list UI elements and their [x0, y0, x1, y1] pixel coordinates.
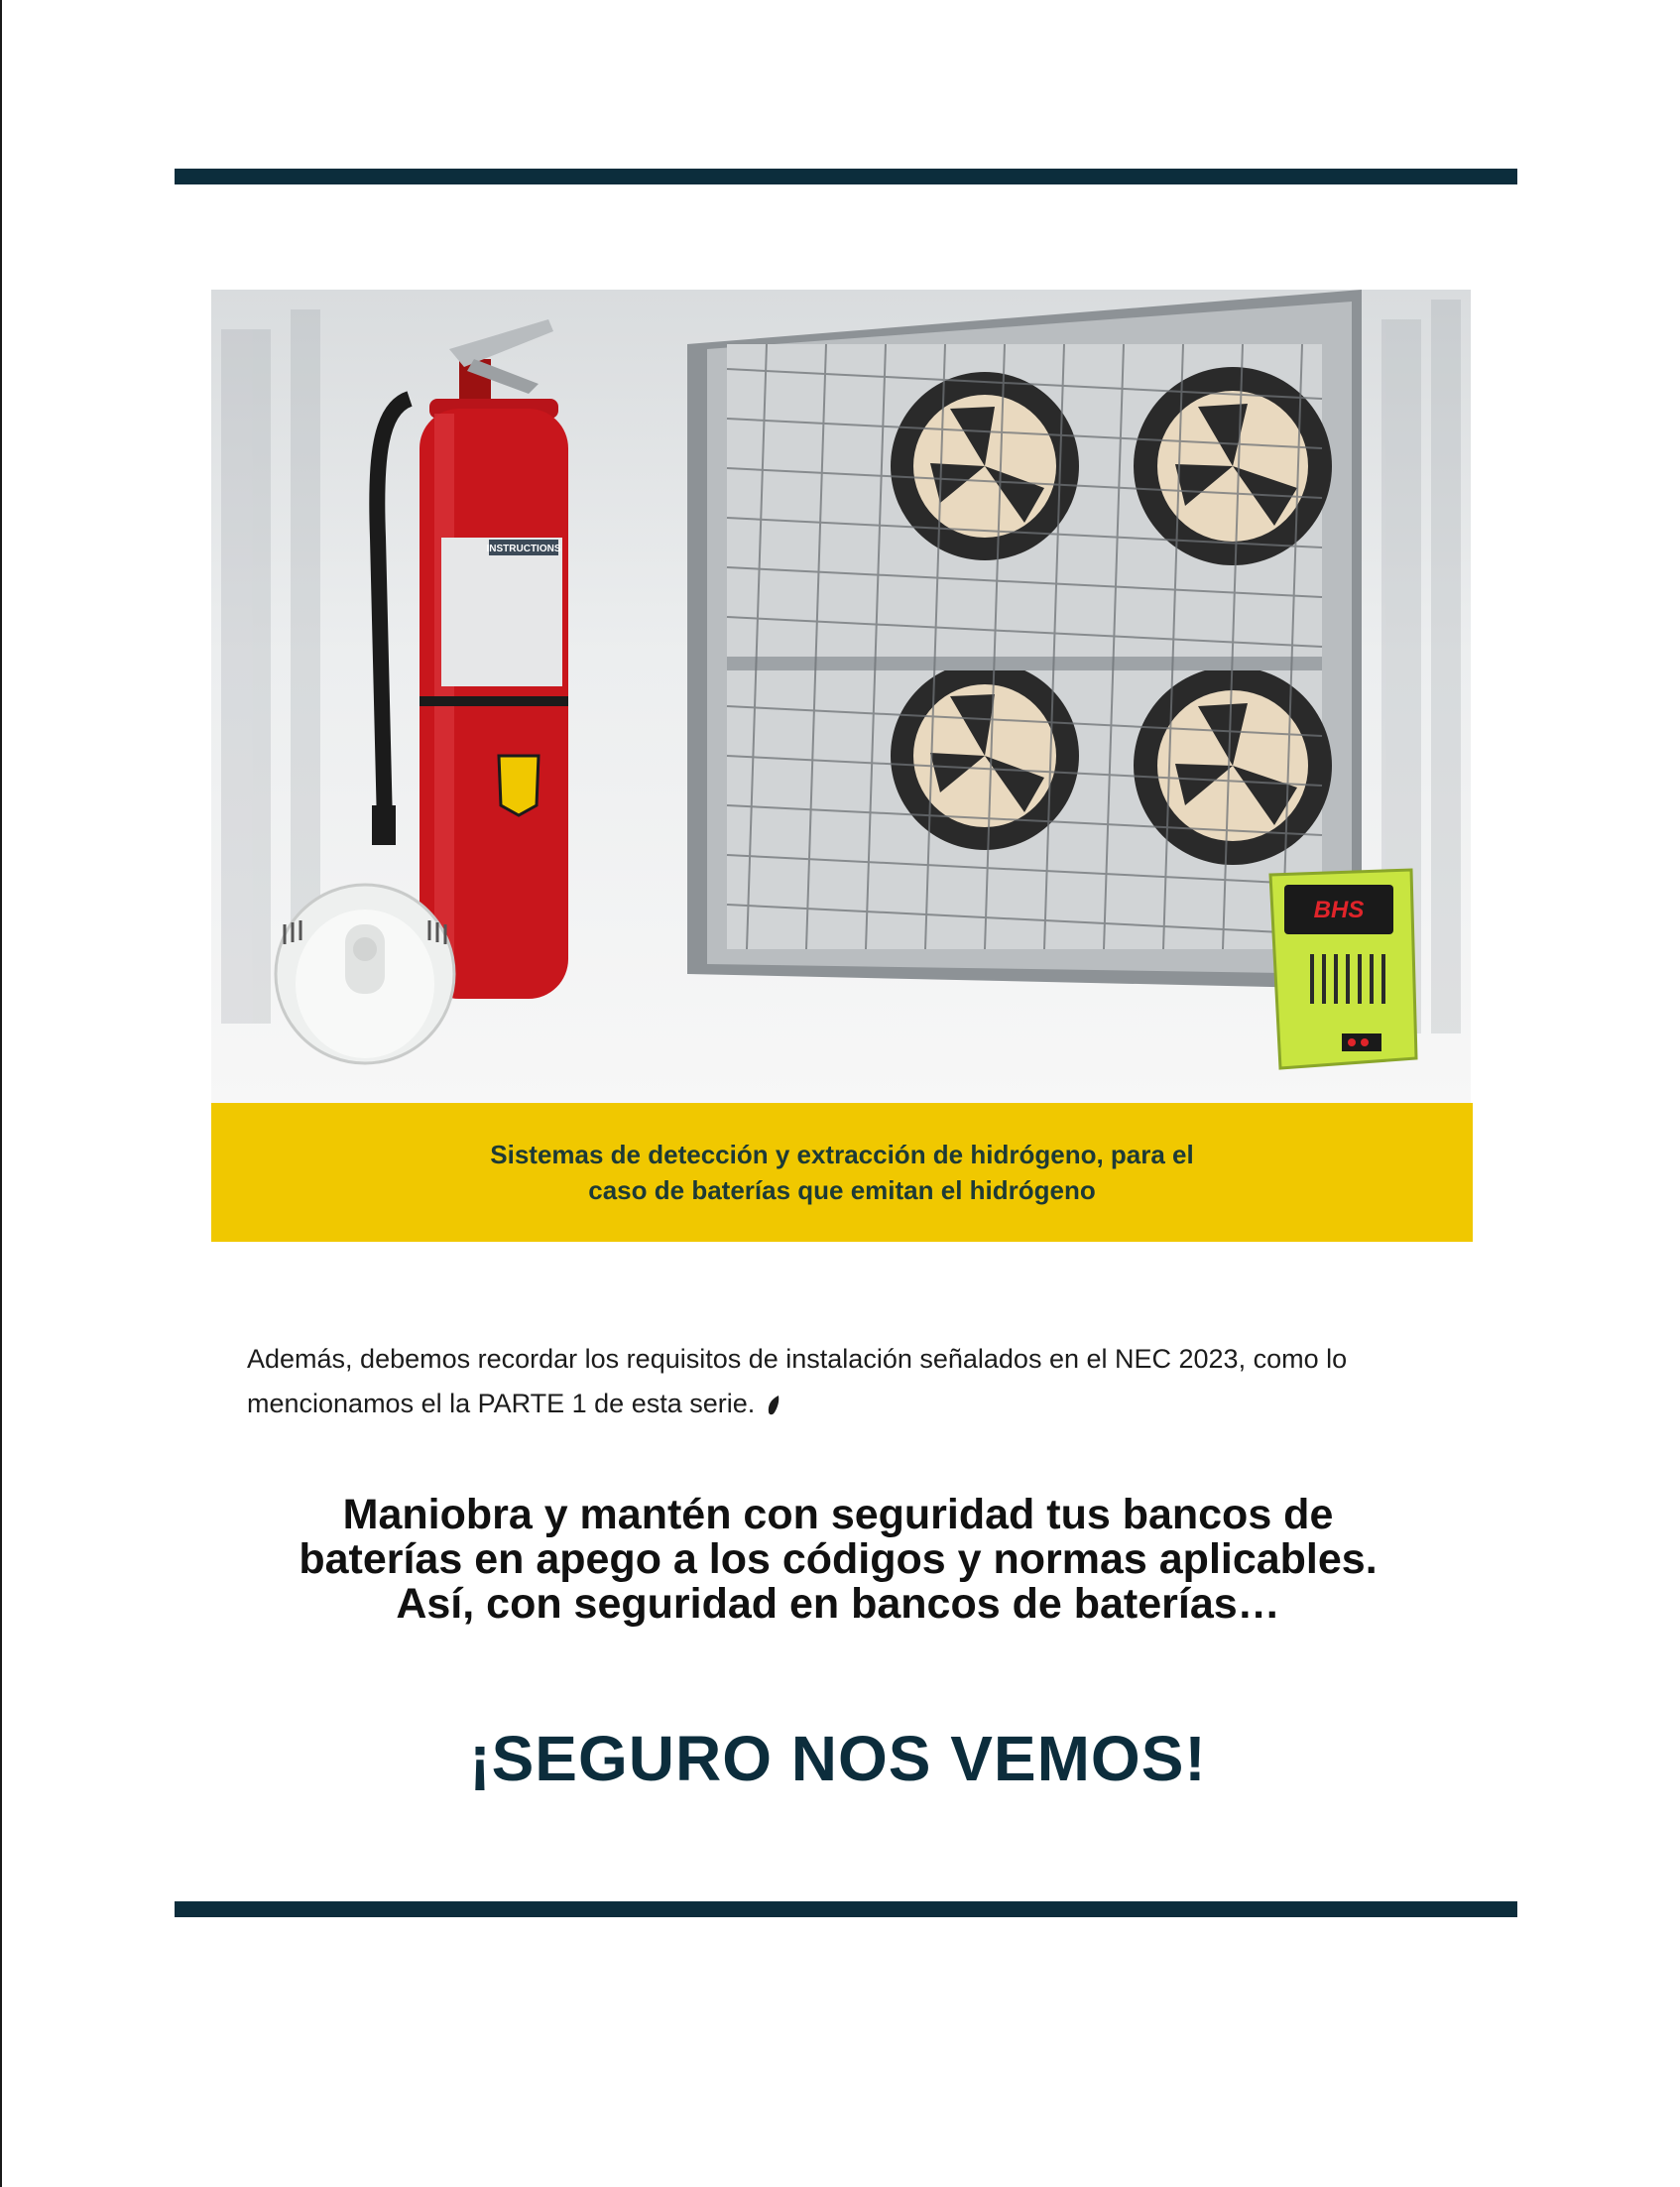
page-left-edge: [0, 0, 2, 2187]
bhs-detector-box: [1270, 870, 1416, 1068]
closing-line-1: Maniobra y mantén con seguridad tus bancos de: [342, 1491, 1334, 1538]
caption-line-2: caso de baterías que emitan el hidrógeno: [588, 1175, 1096, 1205]
extinguisher-label-text: INSTRUCTIONS: [486, 544, 561, 554]
bhs-logo-text: BHS: [1313, 897, 1365, 923]
closing-line-2: baterías en apego a los códigos y normas aplicables.: [299, 1535, 1378, 1583]
equipment-photo: [211, 290, 1471, 1103]
caption-text: [465, 1137, 1219, 1208]
bottom-divider: [175, 1901, 1517, 1917]
leaf-icon: [767, 1395, 780, 1416]
hydrogen-detector-round: [276, 885, 454, 1063]
closing-line-3: Así, con seguridad en bancos de baterías…: [396, 1580, 1280, 1628]
closing-statement: [198, 1493, 1478, 1627]
body-paragraph: [247, 1337, 1437, 1426]
exhaust-fan-cabinet: [687, 290, 1362, 989]
signoff-heading: ¡SEGURO NOS VEMOS!: [469, 1723, 1207, 1794]
photo-caption: [211, 1103, 1473, 1242]
caption-line-1: Sistemas de detección y extracción de hidrógeno, para el: [490, 1140, 1194, 1169]
body-paragraph-text: Además, debemos recordar los requisitos de instalación señalados en el NEC 2023, como lo mencionamos el la PARTE 1 de esta serie.: [247, 1344, 1348, 1418]
top-divider: [175, 169, 1517, 184]
